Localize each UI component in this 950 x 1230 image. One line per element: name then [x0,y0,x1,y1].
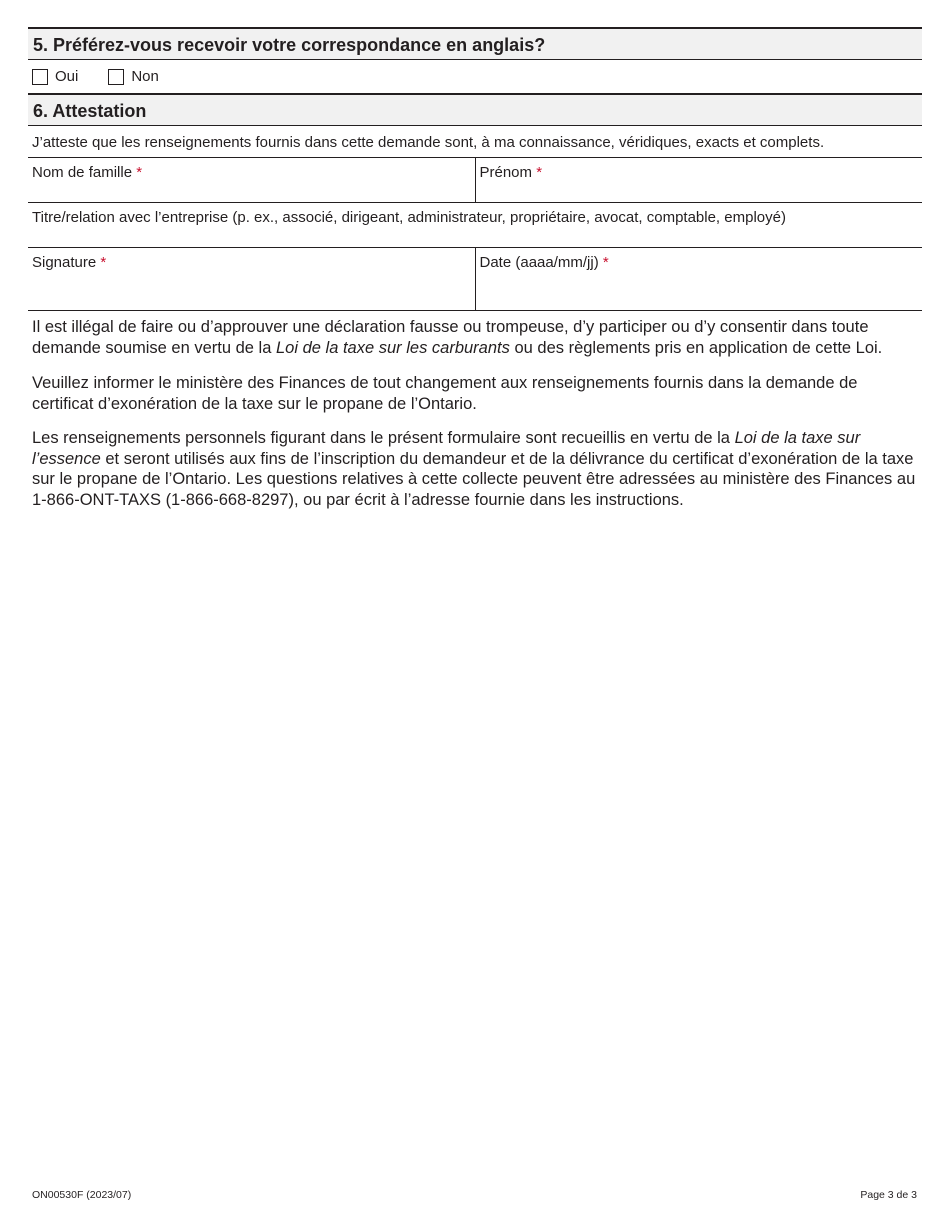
signature-label: Signature [32,254,97,271]
section-5-heading: 5. Préférez-vous recevoir votre correspondance en anglais? [28,27,922,60]
option-oui[interactable] [32,68,78,85]
first-name-label: Prénom [479,164,533,181]
name-row [28,158,922,203]
oui-label: Oui [55,68,79,85]
title-relation-label: Titre/relation avec l’entreprise (p. ex., associé, dirigeant, administrateur, propriétaire, avocat, comptable, employé) [32,209,786,226]
change-notice: Veuillez informer le ministère des Finances de tout changement aux renseignements fournis dans la demande de certificat d’exonération de la taxe sur le propane de l’Ontario. [32,374,858,413]
required-marker: * [136,164,143,181]
fuel-tax-act-title: Loi de la taxe sur les carburants [275,338,510,357]
required-marker: * [536,164,543,181]
first-name-field[interactable] [475,158,923,202]
gasoline-tax-act-title: Loi de la taxe sur l’essence [32,429,861,468]
illegal-declaration-notice [32,317,918,358]
required-marker: * [100,254,107,271]
signature-row [28,248,922,311]
non-label: Non [131,68,159,85]
non-checkbox[interactable] [108,69,124,85]
attestation-statement: J’atteste que les renseignements fournis dans cette demande sont, à ma connaissance, véridiques, exacts et complets. [28,126,922,158]
last-name-field[interactable] [28,158,475,202]
section-6-heading: 6. Attestation [28,93,922,126]
oui-checkbox[interactable] [32,69,48,85]
language-choice-row [28,60,922,93]
last-name-label: Nom de famille [32,164,133,181]
date-label: Date (aaaa/mm/jj) [479,254,599,271]
title-row [28,203,922,248]
page-number: Page 3 de 3 [860,1189,917,1201]
notice-1-text: Il est illégal de faire ou d’approuver une déclaration fausse ou trompeuse, d’y participer ou d’y consentir dans toute demande soumise en vertu de la [32,318,869,357]
signature-field[interactable] [28,248,475,310]
option-non[interactable] [108,68,159,85]
form-page [28,27,922,510]
privacy-notice [32,428,918,510]
title-relation-field[interactable] [28,203,922,247]
notice-1-text-end: ou des règlements pris en application de cette Loi. [509,338,883,357]
required-marker: * [602,254,609,271]
notice-3-text: Les renseignements personnels figurant dans le présent formulaire sont recueillis en vertu de la [32,429,735,447]
form-code: ON00530F (2023/07) [32,1189,132,1201]
notice-3-text-end: et seront utilisés aux fins de l’inscription du demandeur et de la délivrance du certificat d’exonération de la taxe sur le propane de l’Ontario. Les questions relatives à cette collecte peuvent être adressées au ministère des Finances au 1-866-ONT-TAXS (1-866-668-8297), ou par écrit à l’adresse fournie dans les instructions. [32,449,916,509]
date-field[interactable] [475,248,923,310]
